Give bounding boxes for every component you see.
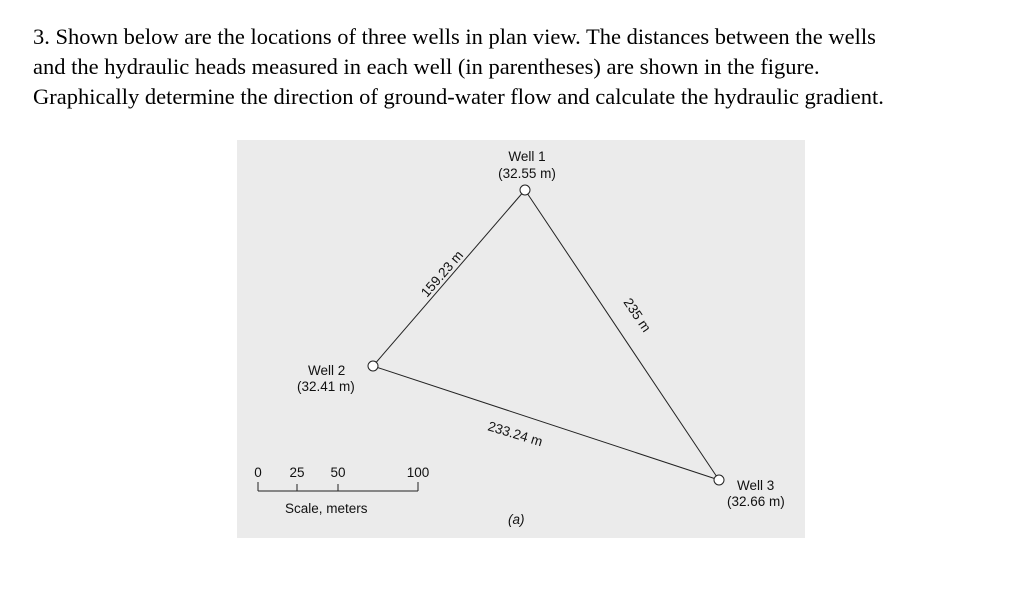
- well-2-head: (32.41 m): [297, 379, 355, 394]
- scale-tick-50: 50: [330, 465, 346, 480]
- question-line: Graphically determine the direction of ground-water flow and calculate the hydraulic gradient.: [33, 84, 884, 109]
- well-2-name: Well 2: [308, 363, 346, 378]
- edge-w1-w2: [373, 190, 525, 366]
- distance-w1-w2: 159.23 m: [417, 247, 467, 300]
- scale-label: Scale, meters: [285, 501, 368, 516]
- scale-tick-25: 25: [289, 465, 305, 480]
- well-3-marker: [714, 475, 724, 485]
- scale-bar: [258, 482, 418, 491]
- scale-tick-100: 100: [406, 465, 430, 480]
- question-line: 3. Shown below are the locations of three wells in plan view. The distances between the wells: [33, 24, 876, 49]
- well-3-head: (32.66 m): [727, 494, 785, 509]
- edge-w2-w3: [373, 366, 719, 480]
- edge-w1-w3: [525, 190, 719, 480]
- well-1-head: (32.55 m): [498, 166, 556, 181]
- well-1-name: Well 1: [508, 149, 546, 164]
- question-line: and the hydraulic heads measured in each well (in parentheses) are shown in the figure.: [33, 54, 820, 79]
- well-3-name: Well 3: [737, 478, 775, 493]
- well-2-marker: [368, 361, 378, 371]
- distance-w1-w3: 235 m: [620, 295, 654, 335]
- scale-tick-0: 0: [254, 465, 262, 480]
- well-1-marker: [520, 185, 530, 195]
- figure-caption: (a): [508, 512, 525, 527]
- distance-w2-w3: 233.24 m: [486, 418, 545, 450]
